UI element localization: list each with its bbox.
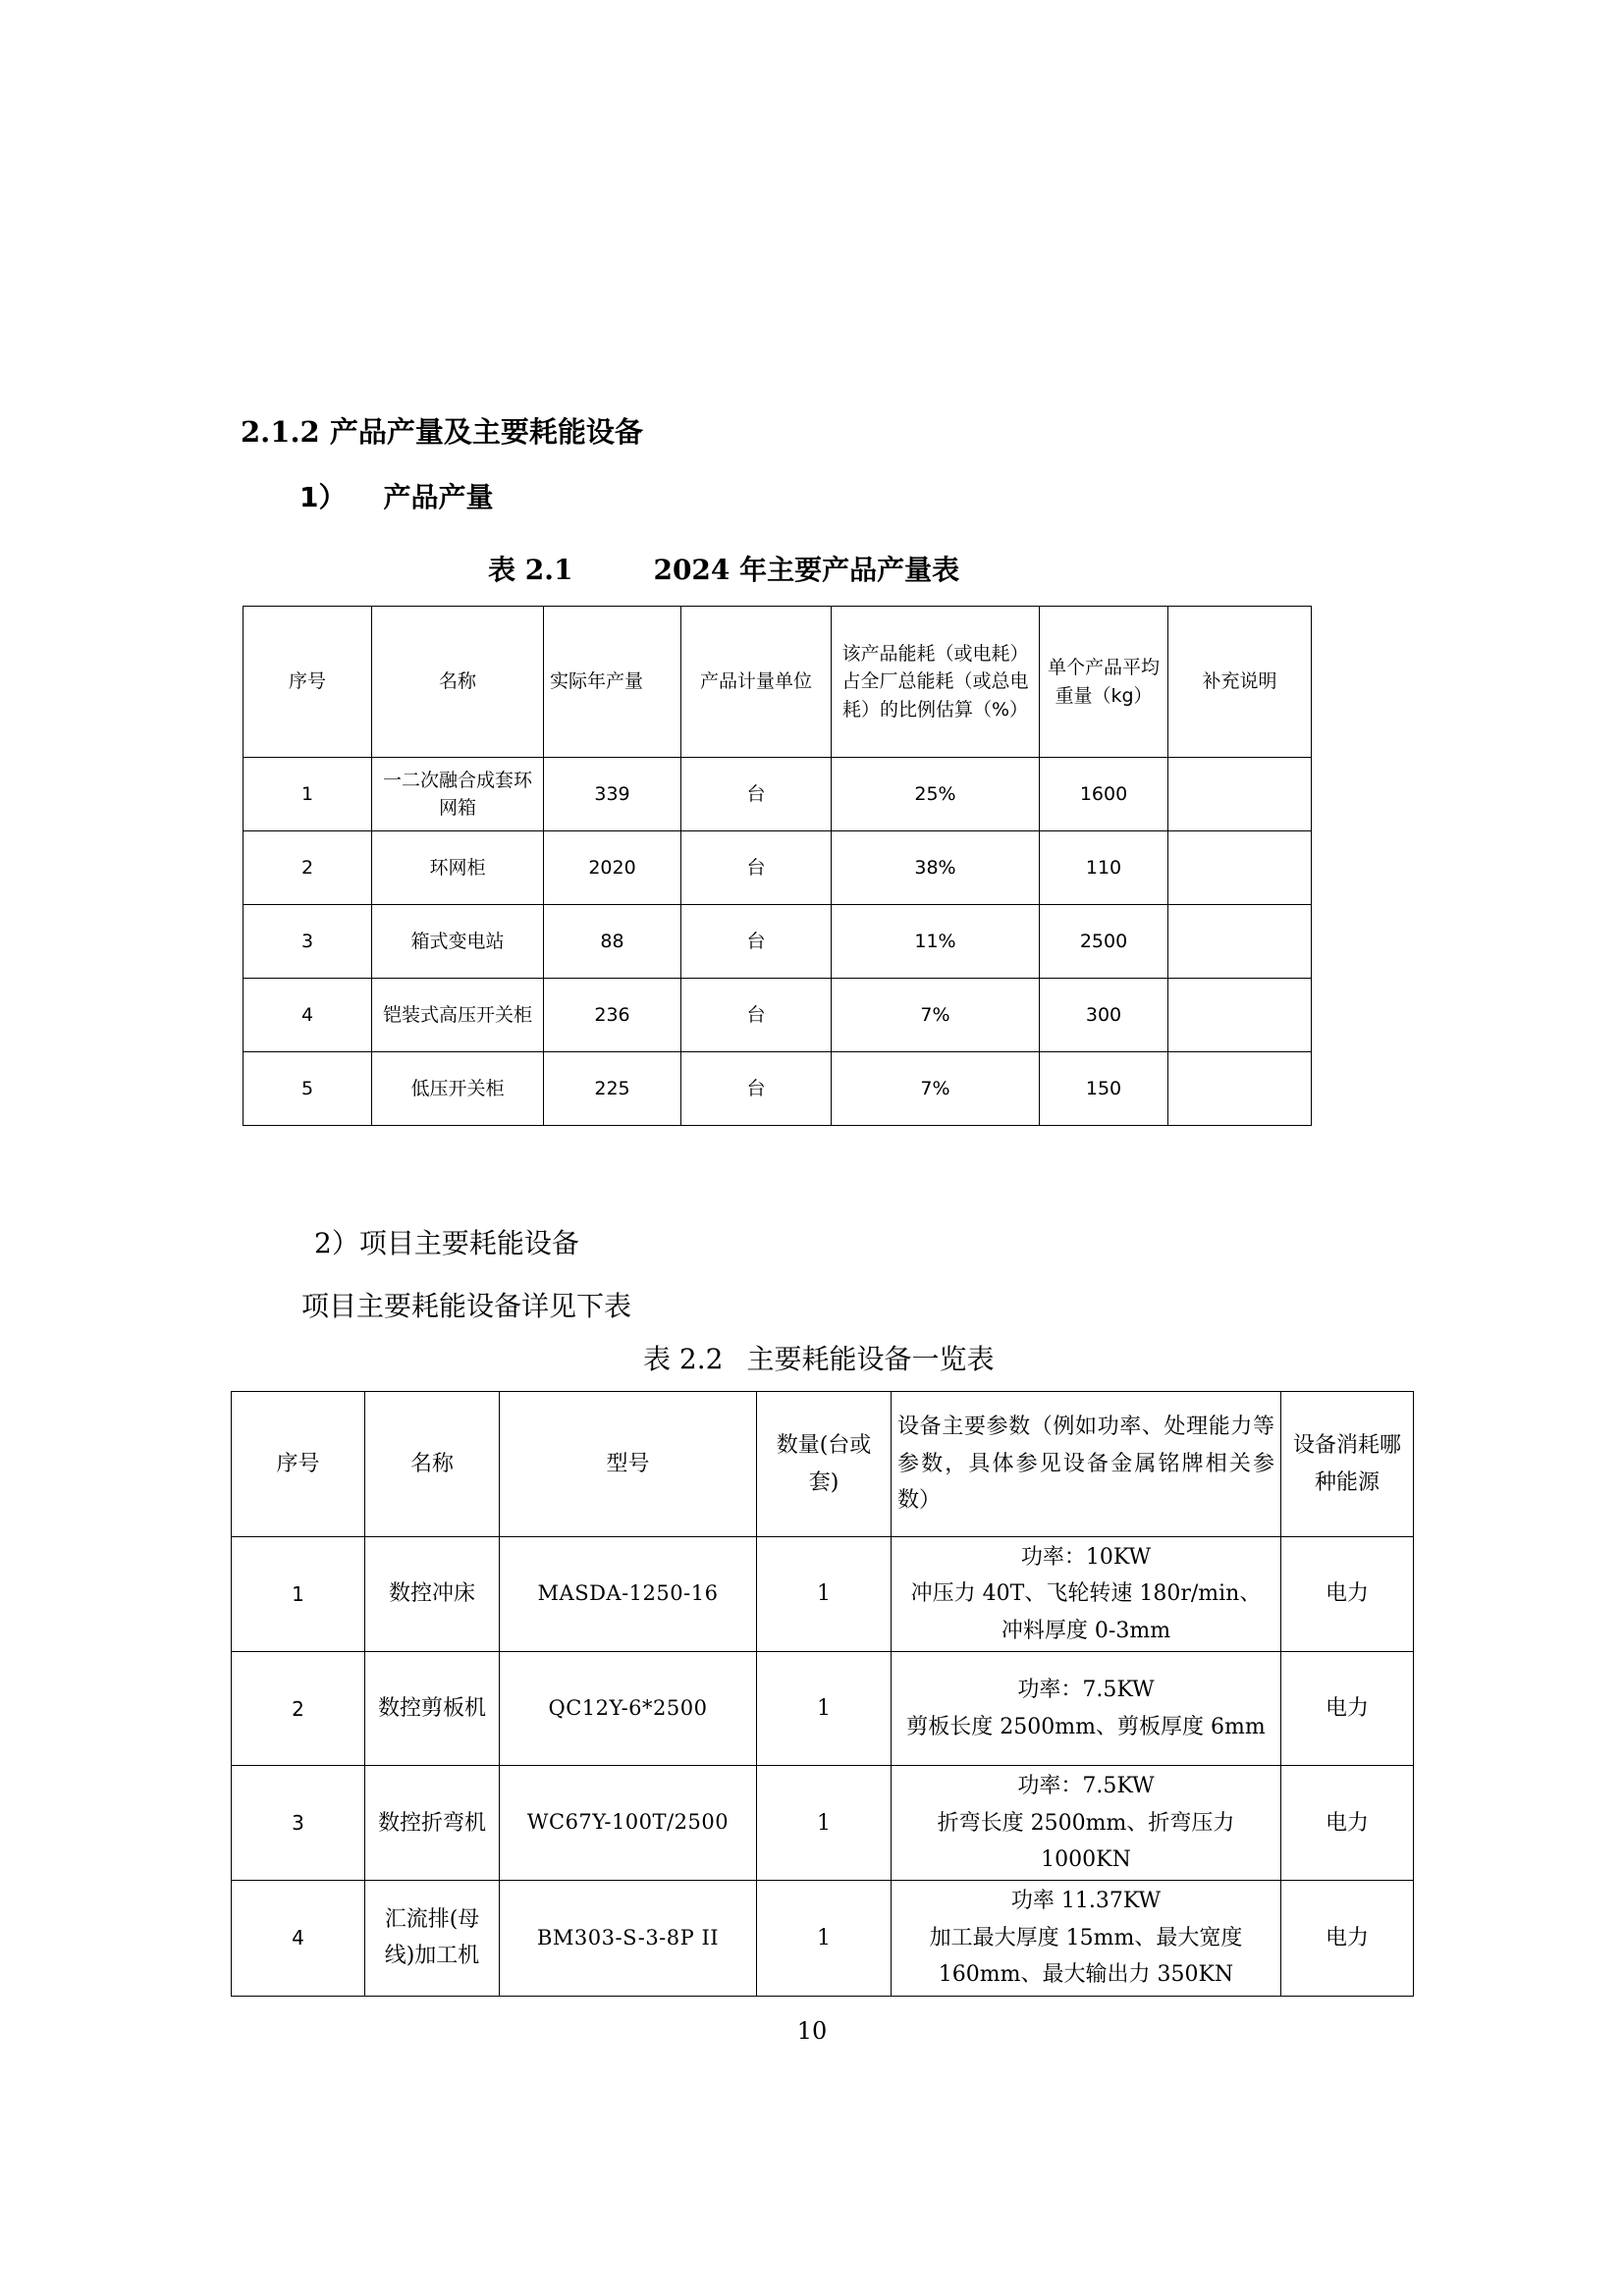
param-line: 折弯长度 2500mm、折弯压力 1000KN xyxy=(937,1810,1235,1872)
cell-name: 汇流排(母线)加工机 xyxy=(365,1881,500,1996)
param-line: 加工最大厚度 15mm、最大宽度 xyxy=(929,1925,1243,1950)
cell-no: 4 xyxy=(232,1881,365,1996)
cell-energy: 电力 xyxy=(1281,1766,1414,1881)
param-line: 功率：10KW xyxy=(1020,1545,1152,1570)
cell-params xyxy=(892,1766,1281,1881)
subsection-number: 1） xyxy=(299,481,347,513)
table-row xyxy=(244,758,1312,831)
cell-qty: 88 xyxy=(544,905,681,979)
cell-model: MASDA-1250-16 xyxy=(500,1537,757,1652)
param-line: 功率：7.5KW xyxy=(1017,1774,1155,1799)
cell-note xyxy=(1168,979,1312,1052)
table-row xyxy=(244,979,1312,1052)
header-cell: 序号 xyxy=(232,1392,365,1537)
cell-name: 环网柜 xyxy=(372,831,544,905)
cell-name: 一二次融合成套环网箱 xyxy=(372,758,544,831)
param-line: 功率 11.37KW xyxy=(1010,1889,1162,1914)
cell-qty: 225 xyxy=(544,1052,681,1126)
cell-ratio: 25% xyxy=(832,758,1040,831)
cell-model: WC67Y-100T/2500 xyxy=(500,1766,757,1881)
cell-no: 3 xyxy=(232,1766,365,1881)
cell-qty: 1 xyxy=(757,1537,892,1652)
cell-no: 2 xyxy=(232,1652,365,1766)
cell-unit: 台 xyxy=(681,831,832,905)
cell-no: 2 xyxy=(244,831,372,905)
cell-weight: 2500 xyxy=(1040,905,1168,979)
cell-no: 1 xyxy=(244,758,372,831)
cell-params xyxy=(892,1881,1281,1996)
cell-name: 数控剪板机 xyxy=(365,1652,500,1766)
param-line: 冲压力 40T、飞轮转速 180r/min、 xyxy=(910,1581,1262,1607)
table2-caption-number: 表 2.2 xyxy=(643,1343,724,1375)
cell-weight: 300 xyxy=(1040,979,1168,1052)
table-row xyxy=(244,1052,1312,1126)
cell-qty: 1 xyxy=(757,1881,892,1996)
table-row xyxy=(232,1881,1414,1996)
header-cell: 设备主要参数（例如功率、处理能力等参数，具体参见设备金属铭牌相关参数） xyxy=(892,1392,1281,1537)
cell-energy: 电力 xyxy=(1281,1652,1414,1766)
cell-note xyxy=(1168,758,1312,831)
subsection-product-output xyxy=(299,476,494,515)
header-cell: 实际年产量 xyxy=(544,607,681,758)
cell-unit: 台 xyxy=(681,905,832,979)
product-output-table xyxy=(243,606,1312,1126)
cell-no: 1 xyxy=(232,1537,365,1652)
table-row xyxy=(232,1537,1414,1652)
cell-note xyxy=(1168,831,1312,905)
cell-note xyxy=(1168,905,1312,979)
header-cell: 补充说明 xyxy=(1168,607,1312,758)
cell-model: QC12Y-6*2500 xyxy=(500,1652,757,1766)
cell-params xyxy=(892,1537,1281,1652)
header-cell: 该产品能耗（或电耗）占全厂总能耗（或总电耗）的比例估算（%） xyxy=(832,607,1040,758)
cell-unit: 台 xyxy=(681,758,832,831)
cell-unit: 台 xyxy=(681,979,832,1052)
section-title: 2.1.2 产品产量及主要耗能设备 xyxy=(241,415,643,449)
cell-qty: 2020 xyxy=(544,831,681,905)
cell-no: 4 xyxy=(244,979,372,1052)
cell-ratio: 38% xyxy=(832,831,1040,905)
cell-no: 3 xyxy=(244,905,372,979)
header-cell: 数量(台或套) xyxy=(757,1392,892,1537)
cell-qty: 339 xyxy=(544,758,681,831)
table-row xyxy=(232,1766,1414,1881)
cell-name: 箱式变电站 xyxy=(372,905,544,979)
cell-energy: 电力 xyxy=(1281,1537,1414,1652)
header-cell: 单个产品平均重量（kg） xyxy=(1040,607,1168,758)
header-cell: 名称 xyxy=(372,607,544,758)
header-cell: 产品计量单位 xyxy=(681,607,832,758)
energy-equipment-table xyxy=(231,1391,1414,1997)
param-line: 剪板长度 2500mm、剪板厚度 6mm xyxy=(906,1714,1266,1739)
cell-weight: 1600 xyxy=(1040,758,1168,831)
cell-name: 数控折弯机 xyxy=(365,1766,500,1881)
cell-unit: 台 xyxy=(681,1052,832,1126)
table-header-row xyxy=(232,1392,1414,1537)
cell-qty: 1 xyxy=(757,1766,892,1881)
cell-name: 铠装式高压开关柜 xyxy=(372,979,544,1052)
param-line: 160mm、最大输出力 350KN xyxy=(938,1962,1234,1988)
table2-caption xyxy=(643,1338,994,1377)
table1-caption-number: 表 2.1 xyxy=(488,554,573,586)
intro-text: 项目主要耗能设备详见下表 xyxy=(301,1290,632,1322)
cell-energy: 电力 xyxy=(1281,1881,1414,1996)
table-row xyxy=(232,1652,1414,1766)
cell-ratio: 7% xyxy=(832,979,1040,1052)
table-row xyxy=(244,831,1312,905)
table1-caption-title: 2024 年主要产品产量表 xyxy=(653,554,960,586)
subsection-label: 产品产量 xyxy=(383,481,494,513)
header-cell: 名称 xyxy=(365,1392,500,1537)
subsection-energy-equipment: 2）项目主要耗能设备 xyxy=(314,1227,579,1259)
cell-qty: 1 xyxy=(757,1652,892,1766)
cell-ratio: 11% xyxy=(832,905,1040,979)
page-number: 10 xyxy=(796,2017,828,2045)
cell-no: 5 xyxy=(244,1052,372,1126)
header-cell: 序号 xyxy=(244,607,372,758)
cell-name: 低压开关柜 xyxy=(372,1052,544,1126)
header-cell: 型号 xyxy=(500,1392,757,1537)
cell-params xyxy=(892,1652,1281,1766)
table1-caption xyxy=(488,549,959,588)
cell-model: BM303-S-3-8P II xyxy=(500,1881,757,1996)
param-line: 功率：7.5KW xyxy=(1017,1678,1155,1703)
cell-qty: 236 xyxy=(544,979,681,1052)
table2-caption-title: 主要耗能设备一览表 xyxy=(746,1343,995,1375)
cell-note xyxy=(1168,1052,1312,1126)
table-header-row xyxy=(244,607,1312,758)
cell-weight: 150 xyxy=(1040,1052,1168,1126)
cell-ratio: 7% xyxy=(832,1052,1040,1126)
param-line: 冲料厚度 0-3mm xyxy=(1001,1618,1171,1643)
cell-name: 数控冲床 xyxy=(365,1537,500,1652)
header-cell: 设备消耗哪种能源 xyxy=(1281,1392,1414,1537)
cell-weight: 110 xyxy=(1040,831,1168,905)
table-row xyxy=(244,905,1312,979)
